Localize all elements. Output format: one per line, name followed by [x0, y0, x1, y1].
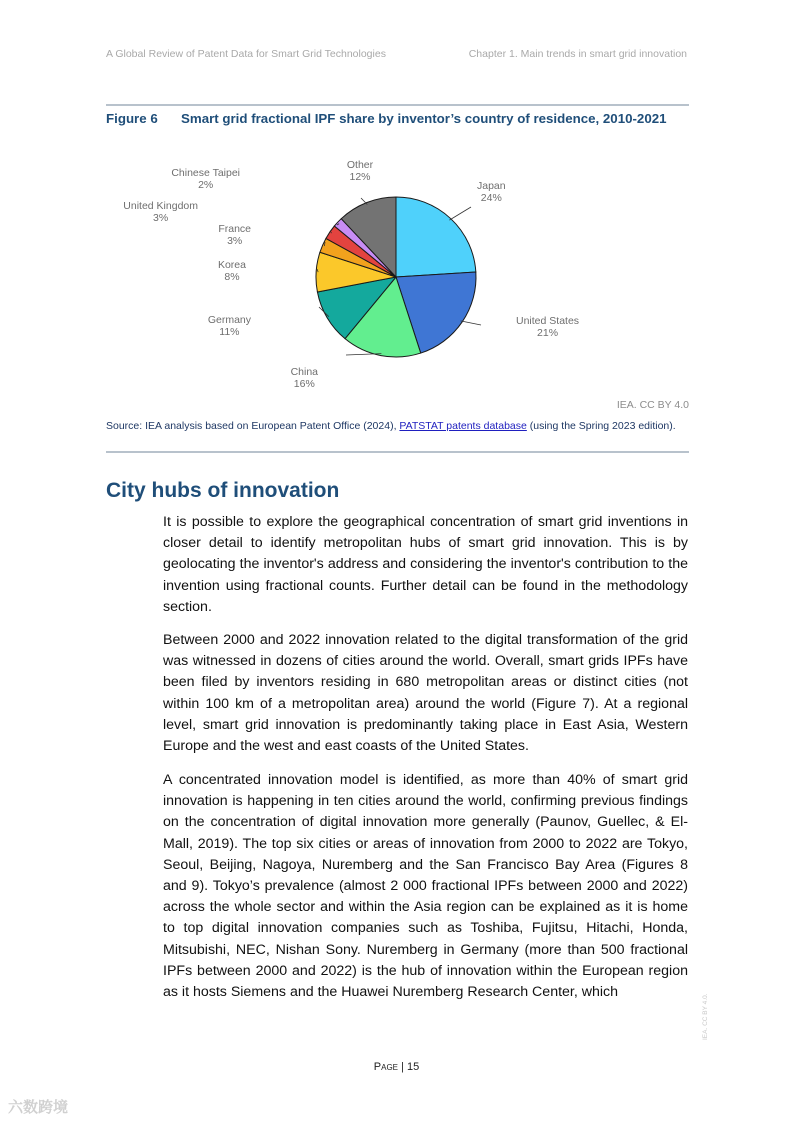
- pie-label-value: 16%: [293, 378, 315, 390]
- pie-label-name: Germany: [207, 314, 251, 326]
- pie-label-name: China: [290, 366, 318, 378]
- pie-label-value: 12%: [349, 171, 371, 183]
- pie-chart: [106, 155, 689, 395]
- side-credit: IEA. CC BY 4.0.: [702, 993, 709, 1040]
- pie-label-name: France: [218, 223, 251, 235]
- page-number-value: 15: [406, 1061, 420, 1073]
- figure-caption: [106, 111, 689, 127]
- figure-number: Figure 6: [106, 111, 158, 126]
- pie-label-value: 8%: [224, 271, 240, 283]
- pie-label-germany: [208, 314, 251, 338]
- pie-label-value: 11%: [219, 326, 240, 338]
- pie-label-united-kingdom: [123, 200, 198, 224]
- pie-label-other: [340, 159, 380, 183]
- figure-title: Smart grid fractional IPF share by inventor’s country of residence, 2010-2021: [181, 111, 667, 126]
- watermark-logo: 六数跨境: [8, 1099, 69, 1116]
- pie-label-name: Chinese Taipei: [171, 167, 240, 179]
- header-document-title: A Global Review of Patent Data for Smart Grid Technologies: [106, 48, 386, 60]
- leader-line: [461, 321, 481, 325]
- pie-label-value: 2%: [198, 179, 214, 191]
- pie-label-chinese-taipei: [171, 167, 240, 191]
- page-word: Page: [373, 1061, 398, 1073]
- figure-source: [106, 420, 689, 433]
- figure-top-rule: [106, 104, 689, 106]
- pie-label-name: United Kingdom: [123, 200, 198, 212]
- pie-label-name: Japan: [477, 180, 506, 192]
- figure-credit: IEA. CC BY 4.0: [616, 399, 689, 411]
- pie-label-value: 21%: [537, 327, 559, 339]
- pie-label-value: 3%: [153, 212, 169, 224]
- paragraph-2: Between 2000 and 2022 innovation related to the digital transformation of the grid was witnessed in dozens of cities around the world. Overall, smart grids IPFs have been filed by inventors residing in 680 metropolitan areas or distinct cities (not within 100 km of a metropolitan area) around the world (Figure 7). At a regional level, smart grid innovation is predominantly taking place in East Asia, Western Europe and the west and east coasts of the United States.: [163, 632, 688, 755]
- patstat-link[interactable]: PATSTAT patents database: [399, 420, 527, 432]
- pie-label-value: 24%: [480, 192, 502, 204]
- pie-slice-japan: [396, 197, 476, 277]
- paragraph-1: It is possible to explore the geographical concentration of smart grid inventions in closer detail to identify metropolitan hubs of smart grid innovation. This is by geolocating the inventor's address and considering the inventor's contribution to the invention using fractional counts. Further detail can be found in the methodology section.: [163, 514, 688, 615]
- pie-label-korea: [218, 259, 246, 283]
- pie-label-china: [291, 366, 318, 390]
- source-prefix: Source: IEA analysis based on European Patent Office (2024),: [106, 420, 400, 432]
- pie-label-united-states: [516, 315, 579, 339]
- pie-label-name: Other: [346, 159, 374, 171]
- figure-bottom-rule: [106, 451, 689, 453]
- header-chapter-title: Chapter 1. Main trends in smart grid innovation: [468, 48, 687, 60]
- page-separator: |: [398, 1061, 407, 1073]
- pie-label-name: United States: [516, 315, 580, 327]
- page-number: [0, 1061, 793, 1073]
- pie-label-name: Korea: [217, 259, 246, 271]
- running-header: [106, 48, 687, 60]
- pie-chart-graphic: [106, 155, 689, 395]
- pie-label-value: 3%: [227, 235, 243, 247]
- leader-line: [449, 207, 471, 220]
- pie-label-france: [218, 223, 251, 247]
- paragraph-3: A concentrated innovation model is identified, as more than 40% of smart grid innovation is happening in ten cities around the world, confirming previous findings on the concentration of digital innovation more generally (Paunov, Guellec, & El-Mall, 2019). The top six cities or areas of innovation from 2000 to 2022 are Tokyo, Seoul, Beijing, Nagoya, Nuremberg and the San Francisco Bay Area (Figures 8 and 9). Tokyo’s prevalence (almost 2 000 fractional IPFs between 2000 and 2022) across the whole sector and within the Asia region can be explained as it is home to top digital innovation companies such as Toshiba, Fujitsu, Hitachi, Honda, Mitsubishi, NEC, Nishan Sony. Nuremberg in Germany (more than 500 fractional IPFs between 2000 and 2022) is the hub of innovation within the European region as it hosts Siemens and the Huawei Nuremberg Research Center, which: [163, 772, 688, 1001]
- source-suffix: (using the Spring 2023 edition).: [526, 420, 676, 432]
- section-title: City hubs of innovation: [106, 479, 340, 502]
- pie-label-japan: [477, 180, 506, 204]
